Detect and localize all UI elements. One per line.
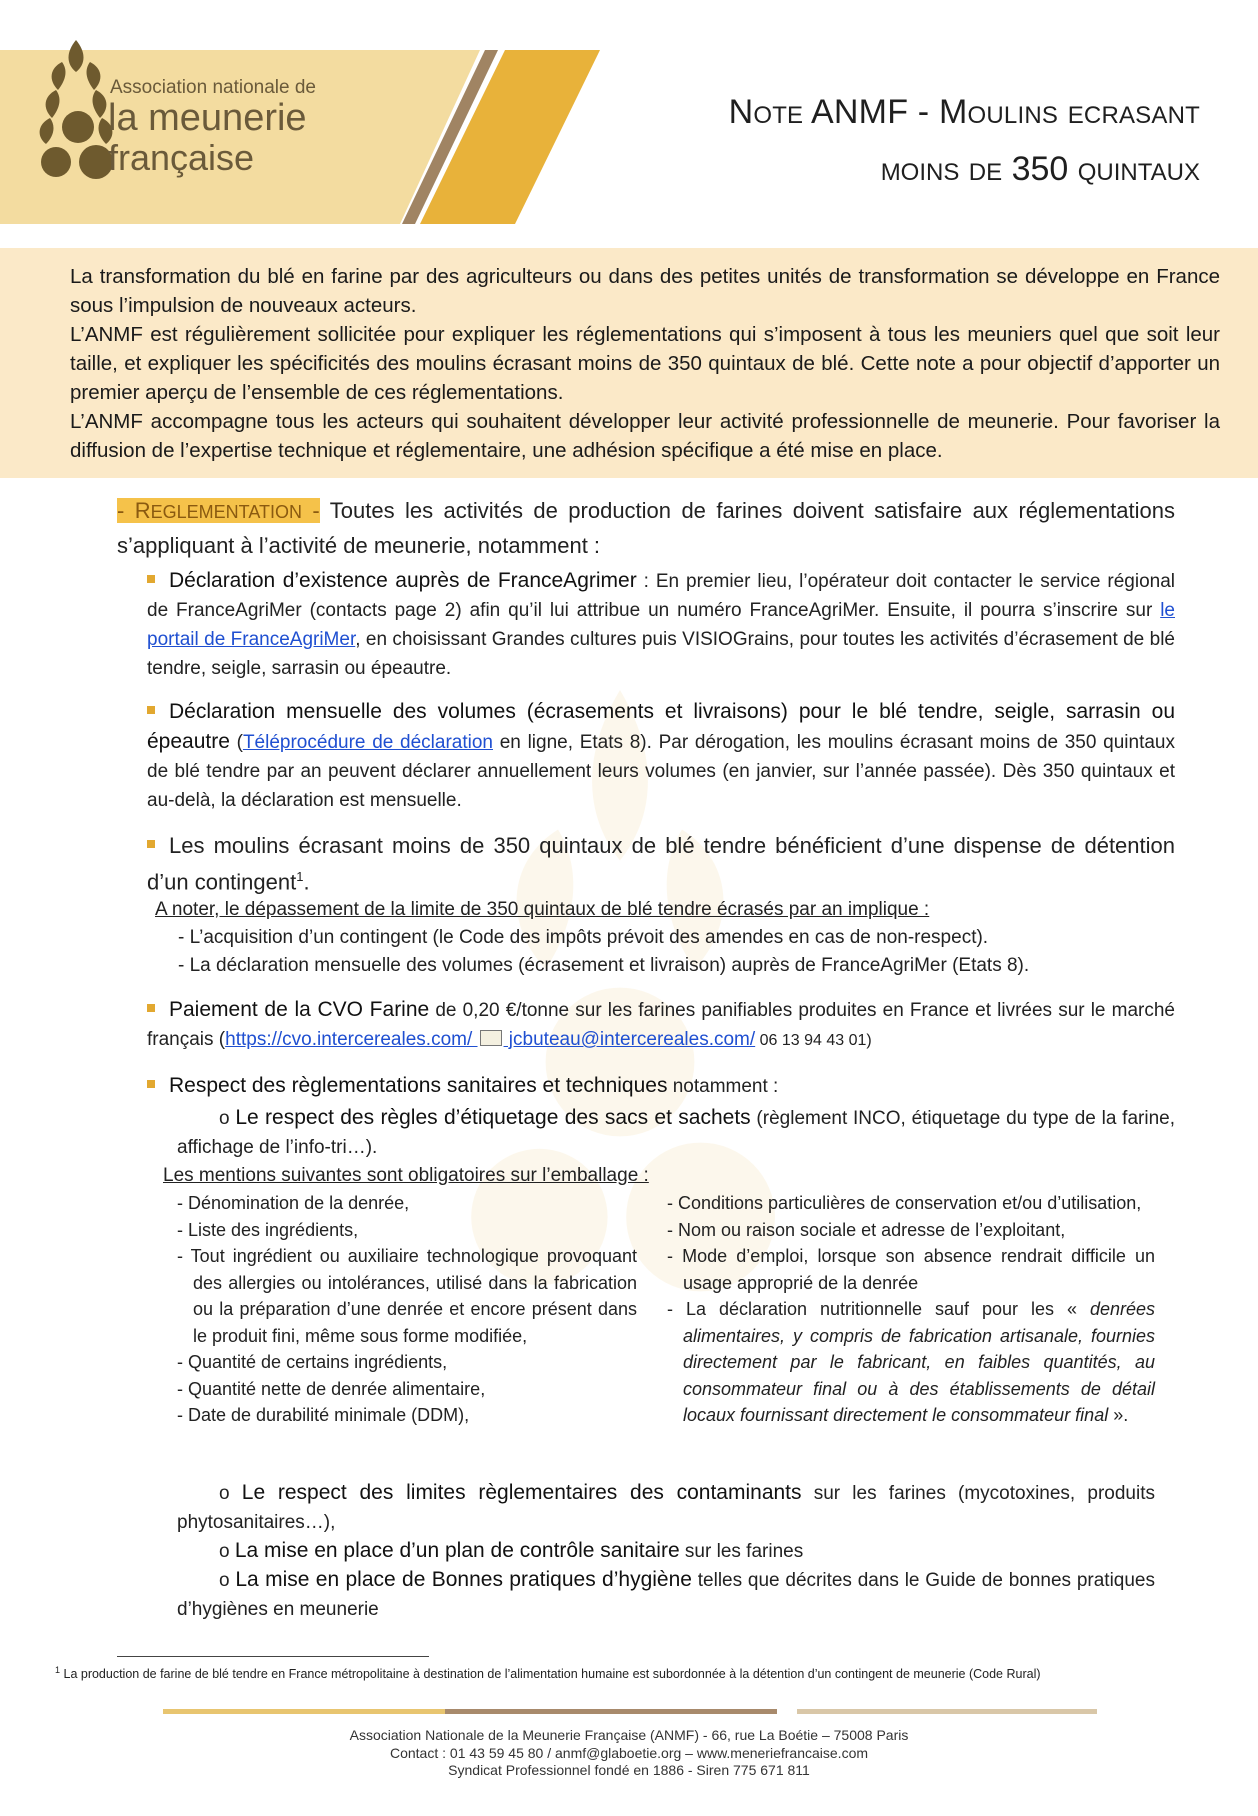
list-item: - Mode d’emploi, lorsque son absence rendrait difficile un usage approprié de la denrée: [667, 1246, 1155, 1293]
bullet-title: Respect des règlementations sanitaires et techniques: [169, 1074, 668, 1097]
footer-line: Contact : 01 43 59 45 80 / anmf@glaboetie.org – www.meneriefrancaise.com: [389, 1744, 869, 1761]
bullet-text: en ligne, Etats 8). Par dérogation, les moulins écrasant moins de 350 quintaux de blé tendre par an peuvent déclarer annuellement leurs volumes (en janvier, sur l’année passée). Dès 350 quintaux et au-delà, la déclaration est mensuelle.: [147, 732, 1175, 811]
list-item: - Conditions particulières de conservation et/ou d’utilisation,: [667, 1193, 1142, 1213]
mentions-heading: Les mentions suivantes sont obligatoires sur l’emballage :: [163, 1165, 649, 1186]
bullet-title: Déclaration mensuelle des volumes (écrasements et livraisons) pour le blé tendre, seigle, sarrasin ou épeautre: [147, 700, 1175, 753]
sub-item-text: sur les farines (mycotoxines, produits phytosanitaires…),: [177, 1483, 1156, 1533]
bullet-text: : En premier lieu, l’opérateur doit contacter le service régional de FranceAgriMer (contacts page 2) afin qu’il lui attribue un numéro FranceAgriMer. Ensuite, il pourra s’inscrire sur: [147, 571, 1176, 621]
mentions-right-list: [667, 1190, 1155, 1429]
bullet-text: de 0,20 €/tonne sur les farines panifiables produites en France et livrées sur le marché français (: [147, 1000, 1175, 1050]
sub-item-marker: o: [219, 1541, 230, 1562]
sub-item-text: (règlement INCO, étiquetage du type de la farine, affichage de l’info-tri…).: [177, 1108, 1175, 1158]
list-item: - Nom ou raison sociale et adresse de l’exploitant,: [667, 1219, 1066, 1240]
section-label-dash: -: [302, 498, 320, 523]
bullet-text: (: [229, 732, 243, 753]
footer-bar-beige: [797, 1709, 1097, 1714]
section-label-initial: R: [134, 498, 151, 523]
bullet-square-icon: [147, 1080, 155, 1088]
intro-text: [70, 262, 1220, 465]
logo-line2: [108, 98, 307, 138]
section-label-dash: -: [117, 498, 135, 523]
sub-item-marker: o: [219, 1570, 230, 1591]
note-item: - La déclaration mensuelle des volumes (écrasement et livraison) auprès de FranceAgriMer (Etats 8).: [178, 955, 1030, 976]
footnote: [55, 1665, 1205, 1681]
footnote-ref: 1: [296, 869, 304, 884]
footer-bar-gold: [163, 1709, 450, 1714]
bullet-declaration-mensuelle: [147, 697, 1175, 815]
phone-number: 06 13 94 43 01): [755, 1032, 872, 1049]
bullet-text: notamment :: [667, 1076, 779, 1097]
section-label-rest: EGLEMENTATION: [150, 502, 302, 522]
email-icon: [480, 1030, 502, 1046]
section-text: Toutes les activités de production de farines doivent satisfaire aux réglementations s’appliquant à l’activité de meunerie, notamment :: [117, 498, 1175, 558]
footnote-divider: [117, 1656, 429, 1657]
sub-item-marker: o: [219, 1483, 230, 1504]
list-item-italic: denrées alimentaires, y compris de fabrication artisanale, fournies directement par le fabricant, en faibles quantités, au consommateur final ou à des établissements de détail locaux fournissant directement le consommateur final: [683, 1299, 1155, 1425]
list-item: - Quantité nette de denrée alimentaire,: [177, 1378, 486, 1399]
bullet-cvo-farine: [147, 995, 1175, 1055]
sub-item-marker: o: [219, 1108, 230, 1129]
bullet-dispense-contingent: [147, 830, 1175, 897]
page-title-line1: Note ANMF - Moulins ecrasant: [728, 93, 1200, 131]
list-item: - Dénomination de la denrée,: [177, 1193, 410, 1213]
bullet-reglementations-sanitaires: [147, 1071, 1175, 1101]
logo-line1: Association nationale de: [110, 77, 316, 98]
sub-item-text: sur les farines: [679, 1541, 804, 1562]
sub-item-bonnes-pratiques: [177, 1565, 1155, 1624]
sub-item-title: Le respect des limites règlementaires des contaminants: [241, 1481, 802, 1504]
intro-paragraph: L’ANMF accompagne tous les acteurs qui souhaitent développer leur activité professionnelle de meunerie. Pour favoriser la diffusion de l’expertise technique et réglementaire, une adhésion spécifique a été mise en place.: [70, 410, 1220, 462]
sub-item-text: telles que décrites dans le Guide de bonnes pratiques d’hygiènes en meunerie: [177, 1570, 1155, 1620]
intro-paragraph: L’ANMF est régulièrement sollicitée pour expliquer les réglementations qui s’imposent à tous les meuniers quel que soit leur taille, et expliquer les spécificités des moulins écrasant moins de 350 quintaux de blé. Cette note a pour objectif d’apporter un premier aperçu de l’ensemble de ces réglementations.: [70, 323, 1220, 404]
teleprocedure-link[interactable]: Téléprocédure de déclaration: [242, 732, 493, 753]
sub-item-title: La mise en place de Bonnes pratiques d’hygiène: [235, 1568, 692, 1591]
list-item-text: - La déclaration nutritionnelle sauf pour les «: [667, 1299, 1090, 1319]
list-item: [667, 1296, 1155, 1429]
bullet-text: .: [303, 869, 310, 895]
list-item: - Tout ingrédient ou auxiliaire technologique provoquant des allergies ou intolérances, utilisé dans la fabrication ou la préparation d’une denrée et encore présent dans le produit fini, même sous forme modifiée,: [177, 1246, 637, 1346]
franceagrimer-portal-link[interactable]: le portail de FranceAgriMer: [147, 600, 1175, 650]
bullet-text: , en choisissant Grandes cultures puis VISIOGrains, pour toutes les activités d’écrasement de blé tendre, seigle, sarrasin ou épeautre.: [147, 629, 1175, 679]
bullet-square-icon: [147, 1004, 155, 1012]
page-title-line2: moins de 350 quintaux: [880, 150, 1200, 188]
list-item: - Liste des ingrédients,: [177, 1219, 359, 1240]
logo-line2-text: la meunerie: [108, 97, 307, 139]
footnote-number: 1: [55, 1665, 61, 1675]
bullet-square-icon: [147, 840, 155, 848]
email-link[interactable]: jcbuteau@intercereales.com/: [503, 1029, 756, 1050]
intro-paragraph: La transformation du blé en farine par des agriculteurs ou dans des petites unités de transformation se développe en France sous l’impulsion de nouveaux acteurs.: [70, 265, 1220, 317]
sub-item-title: Le respect des règles d’étiquetage des sacs et sachets: [235, 1106, 751, 1129]
footer-line: Syndicat Professionnel fondé en 1886 - Siren 775 671 811: [448, 1762, 810, 1778]
list-item: - Quantité de certains ingrédients,: [177, 1352, 448, 1372]
bullet-square-icon: [147, 575, 155, 583]
mentions-left-list: [177, 1190, 637, 1429]
bullet-title: Les moulins écrasant moins de 350 quintaux de blé tendre bénéficient d’une dispense de détention d’un contingent: [147, 833, 1175, 895]
list-item-text: ».: [1108, 1405, 1129, 1425]
cvo-intercereales-link[interactable]: https://cvo.intercereales.com/: [225, 1029, 478, 1050]
footer-line: Association Nationale de la Meunerie Française (ANMF) - 66, rue La Boétie – 75008 Paris: [349, 1727, 909, 1743]
bullet-square-icon: [147, 706, 155, 714]
list-item: - Date de durabilité minimale (DDM),: [177, 1405, 470, 1425]
bullet-title: Déclaration d’existence auprès de FranceAgrimer: [169, 569, 637, 592]
footnote-text: La production de farine de blé tendre en France métropolitaine à destination de l’alimentation humaine est subordonnée à la détention d’un contingent de meunerie (Code Rural): [60, 1667, 1041, 1682]
sub-item-title: La mise en place d’un plan de contrôle sanitaire: [234, 1539, 680, 1562]
footer-bar-brown: [445, 1709, 777, 1714]
bullet-declaration-existence: [147, 566, 1175, 683]
logo-line3: française: [108, 137, 255, 178]
note-item: - L’acquisition d’un contingent (le Code des impôts prévoit des amendes en cas de non-respect).: [178, 927, 989, 948]
sub-item-plan-controle: [177, 1536, 1155, 1566]
section-reglementation: [117, 494, 1175, 562]
section-label: [117, 498, 320, 523]
bullet-title: Paiement de la CVO Farine: [169, 998, 430, 1021]
sub-item-contaminants: [177, 1478, 1155, 1537]
note-heading: A noter, le dépassement de la limite de 350 quintaux de blé tendre écrasés par an implique :: [155, 899, 930, 920]
sub-item-etiquetage: [177, 1103, 1175, 1162]
footer-address: [200, 1727, 1058, 1780]
